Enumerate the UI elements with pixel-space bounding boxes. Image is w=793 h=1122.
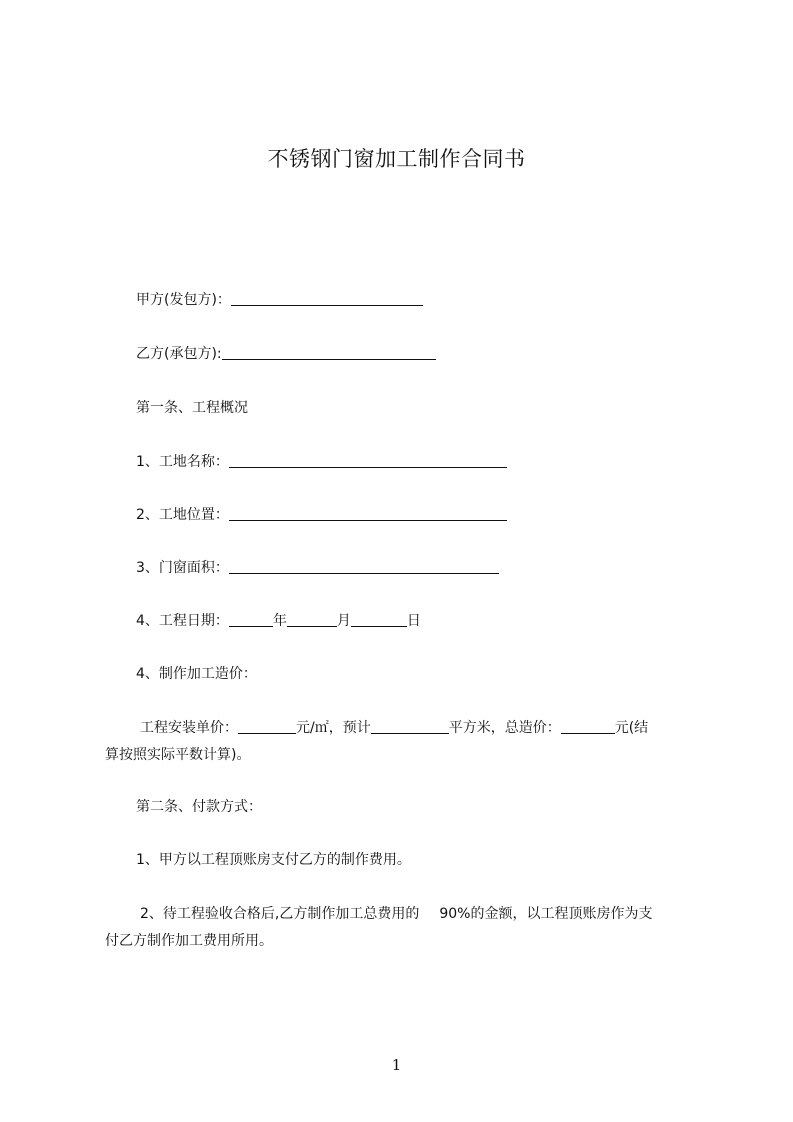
window-area-blank[interactable]: [229, 559, 499, 574]
price-line-2: 算按照实际平数计算)。: [105, 747, 251, 763]
party-a-blank[interactable]: [231, 291, 423, 306]
unit-price-unit: 元/㎡，预计: [296, 720, 371, 736]
price-line-1: [140, 718, 648, 738]
site-name-label: 1、工地名称：: [136, 454, 229, 470]
payment-clause-2-text-b: 90%的金额，以工程顶账房作为支: [439, 906, 653, 922]
site-name-line: [136, 452, 507, 472]
site-location-label: 2、工地位置：: [136, 507, 229, 523]
payment-clause-1: 1、甲方以工程顶账房支付乙方的制作费用。: [136, 852, 411, 868]
party-a-line: [136, 290, 423, 310]
party-b-line: [136, 344, 436, 364]
party-a-label: 甲方(发包方)：: [136, 292, 231, 308]
window-area-label: 3、门窗面积：: [136, 560, 229, 576]
window-area-line: [136, 558, 499, 578]
payment-clause-2-line-2: 付乙方制作加工费用所用。: [105, 933, 273, 949]
month-blank[interactable]: [287, 612, 337, 627]
unit-price-label: 工程安装单价：: [140, 720, 238, 736]
day-label: 日: [406, 613, 421, 629]
page-number: 1: [391, 1056, 402, 1074]
day-blank[interactable]: [351, 612, 407, 627]
party-b-blank[interactable]: [222, 345, 436, 360]
article2-heading: 第二条、付款方式：: [136, 799, 262, 815]
year-blank[interactable]: [229, 612, 273, 627]
estimated-area-blank[interactable]: [371, 719, 449, 734]
payment-clause-2-line-1: [140, 904, 652, 924]
project-date-line: [136, 611, 421, 631]
area-unit: 平方米，总造价：: [448, 720, 561, 736]
total-price-tail: 元(结: [614, 720, 649, 736]
payment-clause-2-text-a: 2、待工程验收合格后,乙方制作加工总费用的: [140, 906, 420, 922]
total-price-blank[interactable]: [561, 719, 615, 734]
site-name-blank[interactable]: [229, 453, 507, 468]
month-label: 月: [336, 613, 351, 629]
site-location-blank[interactable]: [229, 506, 507, 521]
project-date-label: 4、工程日期：: [136, 613, 229, 629]
unit-price-blank[interactable]: [238, 719, 296, 734]
party-b-label: 乙方(承包方):: [136, 346, 222, 362]
site-location-line: [136, 505, 507, 525]
article1-heading: 第一条、工程概况: [136, 400, 248, 416]
year-label: 年: [272, 613, 287, 629]
document-title: 不锈钢门窗加工制作合同书: [267, 147, 526, 171]
price-heading: 4、制作加工造价：: [136, 666, 257, 682]
